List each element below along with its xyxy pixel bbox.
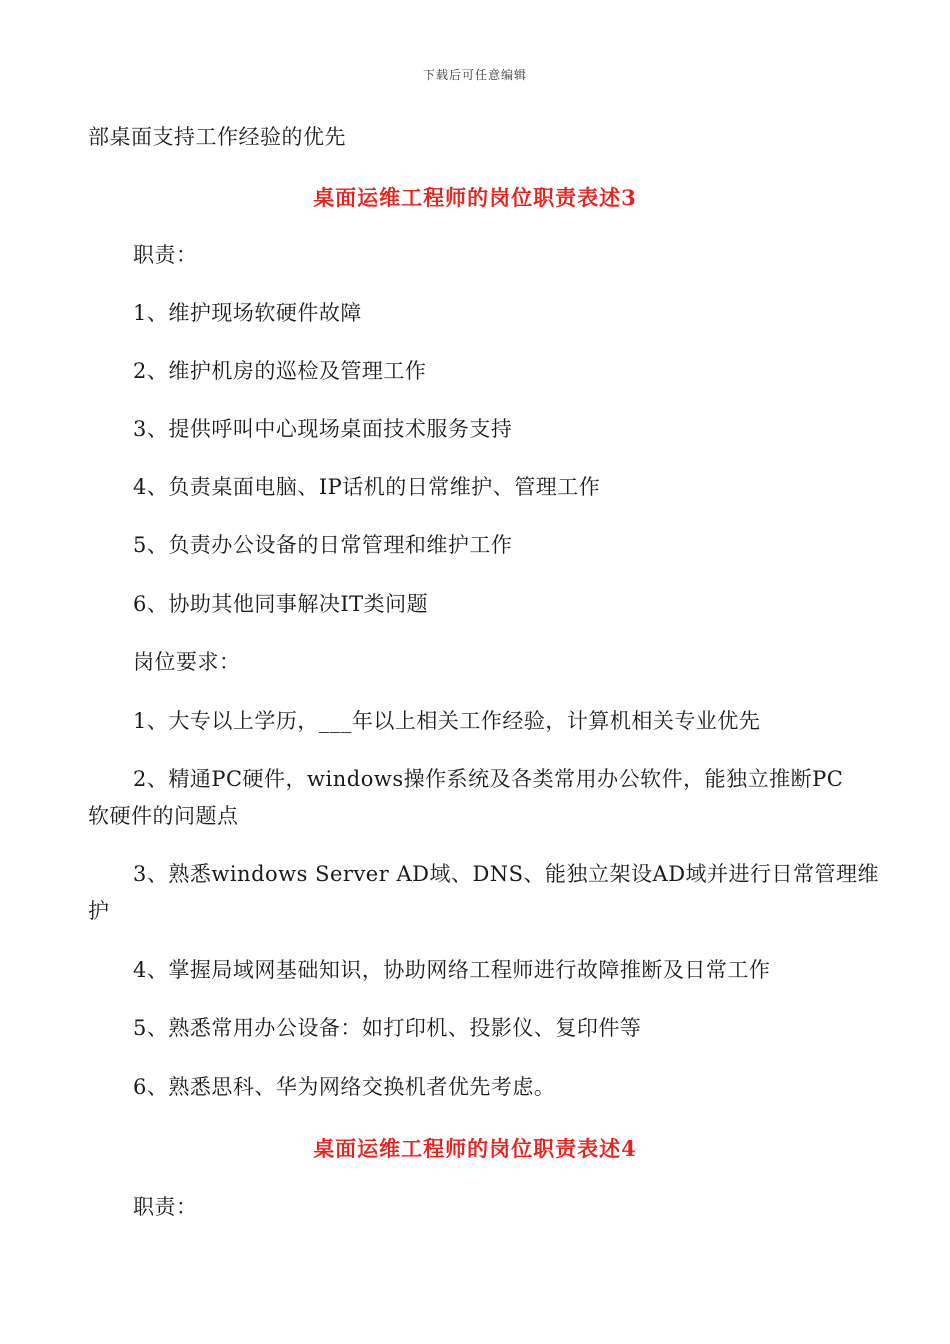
- requirement-item-3: 3、熟悉windows Server AD域、DNS、能独立架设AD域并进行日常管理维: [133, 862, 880, 886]
- duty-item-2: 2、维护机房的巡检及管理工作: [133, 359, 427, 383]
- requirement-item-4: 4、掌握局域网基础知识，协助网络工程师进行故障推断及日常工作: [133, 958, 771, 982]
- duty-item-6: 6、协助其他同事解决IT类问题: [133, 592, 429, 616]
- duty-item-5: 5、负责办公设备的日常管理和维护工作: [133, 533, 513, 557]
- requirements-label: 岗位要求：: [133, 650, 241, 674]
- requirement-item-6: 6、熟悉思科、华为网络交换机者优先考虑。: [133, 1075, 556, 1099]
- duty-item-3: 3、提供呼叫中心现场桌面技术服务支持: [133, 417, 513, 441]
- requirement-item-3-cont: 护: [88, 899, 110, 923]
- section-heading-4: 桌面运维工程师的岗位职责表述4: [313, 1136, 637, 1161]
- paragraph-line: 部桌面支持工作经验的优先: [88, 125, 346, 149]
- duty-item-1: 1、维护现场软硬件故障: [133, 301, 362, 325]
- requirement-item-2: 2、精通PC硬件，windows操作系统及各类常用办公软件，能独立推断PC: [133, 767, 844, 791]
- duty-item-4: 4、负责桌面电脑、IP话机的日常维护、管理工作: [133, 475, 601, 499]
- section-heading-3: 桌面运维工程师的岗位职责表述3: [313, 185, 637, 210]
- requirement-item-5: 5、熟悉常用办公设备：如打印机、投影仪、复印件等: [133, 1016, 642, 1040]
- requirement-item-2-cont: 软硬件的问题点: [88, 804, 239, 828]
- duty-label-4: 职责：: [133, 1195, 198, 1219]
- header-note: 下载后可任意编辑: [422, 68, 527, 82]
- duty-label: 职责：: [133, 243, 198, 267]
- requirement-item-1: 1、大专以上学历，___年以上相关工作经验，计算机相关专业优先: [133, 709, 761, 733]
